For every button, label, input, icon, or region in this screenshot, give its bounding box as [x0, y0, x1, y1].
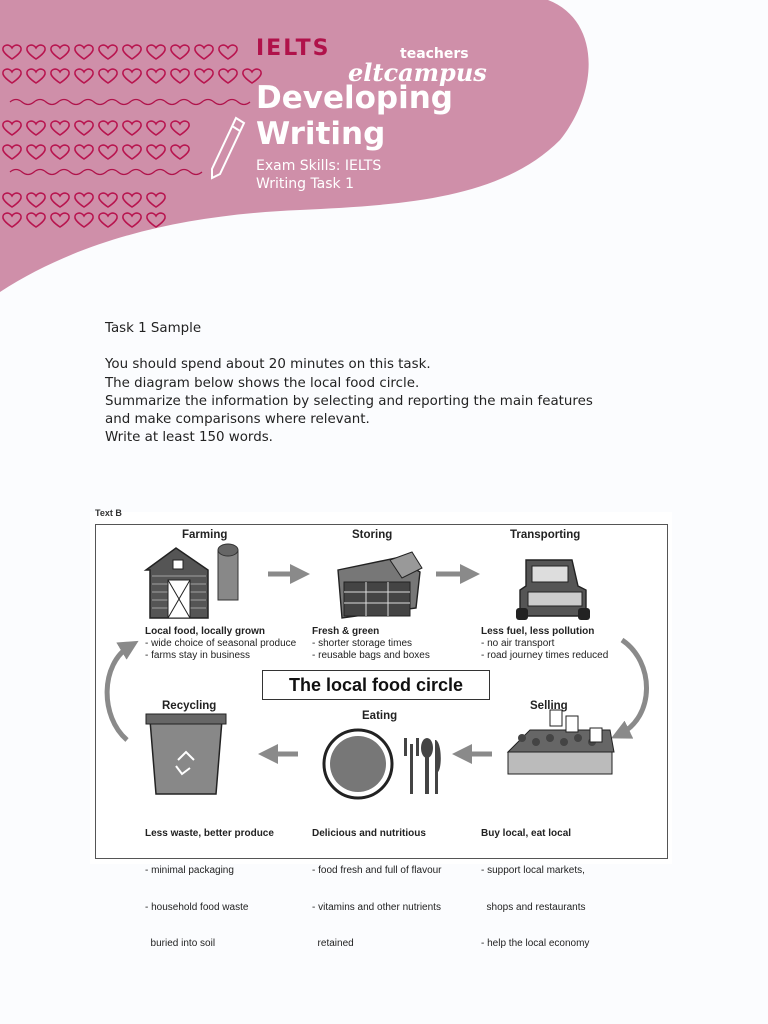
task-heading: Task 1 Sample — [105, 321, 202, 336]
diagram-cut-label: Text B — [95, 508, 122, 518]
page-title: Developing Writing — [256, 80, 453, 152]
truck-icon — [516, 560, 590, 620]
plate-cutlery-icon — [324, 730, 441, 798]
crates-icon — [338, 552, 422, 618]
stage-caption-storing: Fresh & green - shorter storage times - reusable bags and boxes — [312, 626, 430, 662]
publisher-tagline: teachers — [400, 46, 469, 62]
task-line: Summarize the information by selecting and reporting the main features — [105, 393, 593, 409]
recycle-bin-icon — [146, 714, 226, 794]
stage-label-selling: Selling — [530, 700, 568, 712]
stage-label-farming: Farming — [182, 529, 228, 541]
barn-icon — [146, 544, 238, 618]
page-subtitle: Exam Skills: IELTS Writing Task 1 — [256, 158, 382, 192]
stage-caption-transporting: Less fuel, less pollution - no air transport - road journey times reduced — [481, 626, 609, 662]
stage-label-recycling: Recycling — [162, 700, 217, 712]
publisher-logo: eltcampus — [348, 58, 487, 87]
task-instructions — [105, 320, 593, 448]
stage-caption-selling: Buy local, eat local - support local markets, shops and restaurants - help the local economy — [481, 828, 590, 950]
task-line: The diagram below shows the local food circle. — [105, 375, 420, 391]
market-stall-icon — [508, 710, 614, 774]
brand-logo: IELTS — [256, 36, 331, 61]
stage-label-storing: Storing — [352, 529, 393, 541]
stage-caption-eating: Delicious and nutritious - food fresh and full of flavour - vitamins and other nutrients retained — [312, 828, 442, 950]
task-line: You should spend about 20 minutes on this task. — [105, 357, 431, 373]
local-food-circle-diagram — [90, 508, 672, 950]
stage-label-transporting: Transporting — [510, 529, 581, 541]
stage-caption-farming: Local food, locally grown - wide choice of seasonal produce - farms stay in business — [145, 626, 297, 662]
stage-caption-recycling: Less waste, better produce - minimal packaging - household food waste buried into soil — [145, 828, 274, 950]
diagram-title: The local food circle — [262, 670, 490, 700]
task-line: Write at least 150 words. — [105, 430, 273, 446]
stage-label-eating: Eating — [362, 710, 398, 722]
task-line: and make comparisons where relevant. — [105, 412, 370, 428]
